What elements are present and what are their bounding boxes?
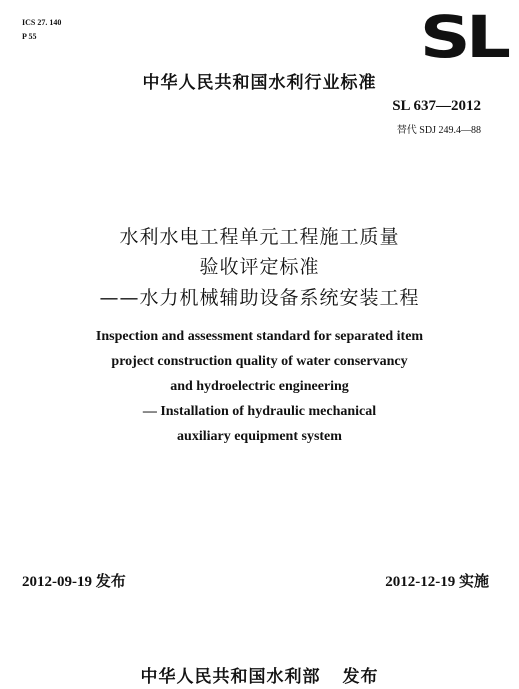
implement-date-label: 实施	[458, 574, 489, 590]
implement-date	[385, 570, 489, 591]
implement-date-value: 2012-12-19	[385, 574, 456, 590]
title-en-line2: project construction quality of water conservancy	[111, 354, 408, 369]
sl-logo: SL	[419, 3, 507, 71]
issuer	[0, 662, 519, 687]
ccs-code: P 55	[22, 32, 37, 41]
issuer-name: 中华人民共和国水利部	[140, 667, 321, 687]
title-en-line5: auxiliary equipment system	[177, 429, 342, 444]
replaces-note: 替代 SDJ 249.4—88	[396, 125, 481, 136]
publish-date-label: 发布	[95, 574, 126, 590]
standard-code: SL 637—2012	[392, 98, 481, 114]
publish-date-value: 2012-09-19	[22, 574, 92, 590]
standard-category: 中华人民共和国水利行业标准	[142, 73, 377, 93]
title-en-line1: Inspection and assessment standard for separated item	[95, 329, 424, 344]
ics-code: ICS 27. 140	[22, 18, 62, 27]
title-zh-line2: 验收评定标准	[199, 256, 320, 278]
title-zh-line1: 水利水电工程单元工程施工质量	[119, 226, 400, 248]
issuer-label: 发布	[342, 667, 379, 687]
title-en-line4: — Installation of hydraulic mechanical	[142, 404, 377, 419]
title-en-line3: and hydroelectric engineering	[170, 379, 349, 394]
title-zh-line3: ——水力机械辅助设备系统安装工程	[99, 287, 420, 309]
publish-date	[22, 570, 126, 591]
